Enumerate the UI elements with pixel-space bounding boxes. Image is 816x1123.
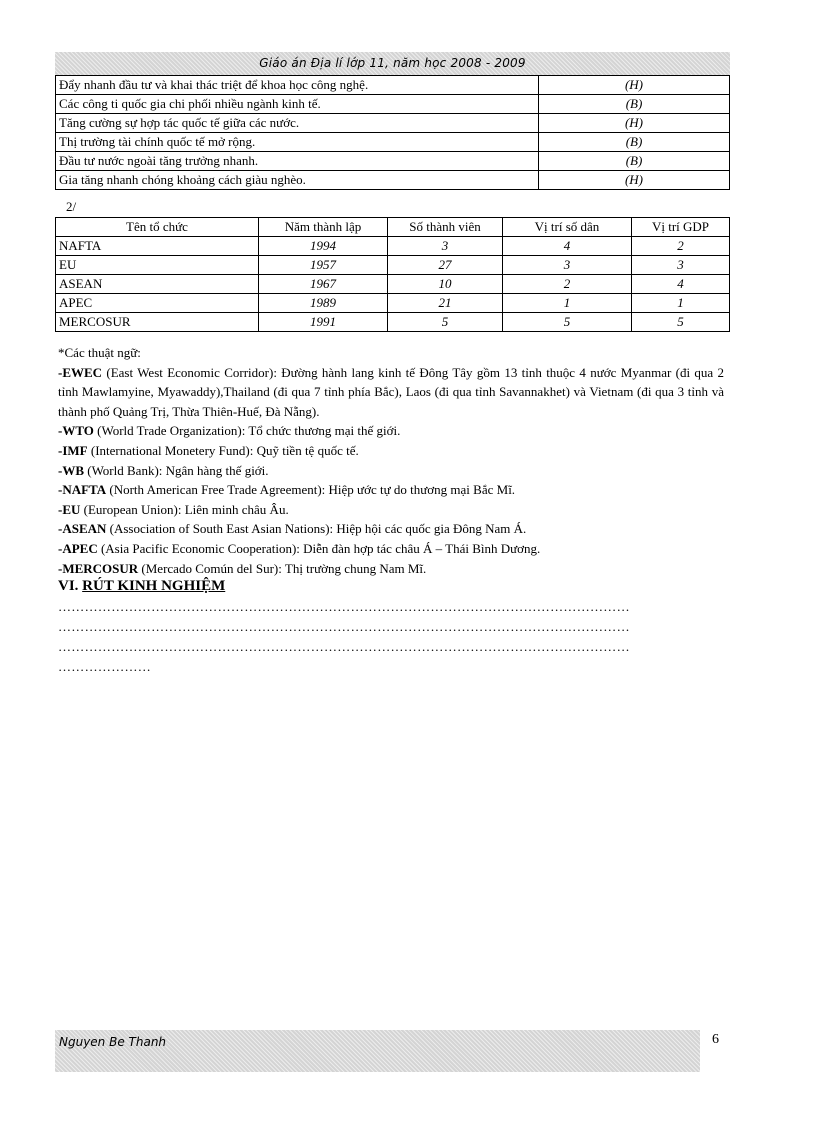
globalization-table	[55, 75, 730, 190]
term-abbr: -WTO	[58, 423, 94, 439]
term-definition: (Asia Pacific Economic Cooperation): Diễn đàn hợp tác châu Á – Thái Bình Dương.	[97, 540, 541, 556]
statement-cell: Tăng cường sự hợp tác quốc tế giữa các nước.	[56, 114, 539, 133]
code-cell: (B)	[539, 133, 730, 152]
value-cell: 3	[388, 237, 503, 256]
term-item	[58, 441, 724, 461]
dotted-line: …………………………………………………………………………………………………………………	[58, 619, 630, 634]
section-title: RÚT KINH NGHIỆM	[82, 578, 226, 594]
term-abbr: -MERCOSUR	[58, 560, 139, 576]
value-cell: 2	[632, 237, 730, 256]
value-cell: 1	[503, 294, 632, 313]
section-number: VI.	[58, 578, 79, 594]
code-cell: (B)	[539, 95, 730, 114]
statement-cell: Đẩy nhanh đầu tư và khai thác triệt để khoa học công nghệ.	[56, 76, 539, 95]
value-cell: 1994	[259, 237, 388, 256]
table-row	[56, 171, 730, 190]
term-item	[58, 519, 724, 539]
page-number: 6	[712, 1032, 719, 1047]
term-abbr: -EU	[58, 501, 81, 517]
section-2-label: 2/	[66, 199, 77, 214]
table-row	[56, 114, 730, 133]
value-cell: 1	[632, 294, 730, 313]
statement-cell: Các công ti quốc gia chi phối nhiều ngành kinh tế.	[56, 95, 539, 114]
table-header-row	[56, 218, 730, 237]
org-name-cell: NAFTA	[56, 237, 259, 256]
term-item	[58, 559, 724, 579]
code-cell: (H)	[539, 76, 730, 95]
value-cell: 10	[388, 275, 503, 294]
value-cell: 4	[632, 275, 730, 294]
value-cell: 3	[503, 256, 632, 275]
term-definition: (North American Free Trade Agreement): Hiệp ước tự do thương mại Bắc Mĩ.	[106, 482, 516, 498]
table-row	[56, 133, 730, 152]
term-definition: (East West Economic Corridor): Đường hành lang kinh tế Đông Tây gồm 13 tỉnh thuộc 4 nước Myanmar (đi qua 2 tỉnh Mawlamyine, Myawaddy),Thailand (đi qua 7 tỉnh phía Bắc), Laos (đi qua tỉnh Savannakhet) và Vietnam (đi qua 3 tỉnh và thành phố Quảng Trị, Thừa Thiên-Huế, Đà Nẵng).	[58, 364, 724, 419]
statement-cell: Thị trường tài chính quốc tế mở rộng.	[56, 133, 539, 152]
term-abbr: -ASEAN	[58, 521, 107, 537]
org-name-cell: MERCOSUR	[56, 313, 259, 332]
table-row	[56, 152, 730, 171]
value-cell: 4	[503, 237, 632, 256]
org-name-cell: ASEAN	[56, 275, 259, 294]
column-header: Năm thành lập	[259, 218, 388, 237]
value-cell: 1957	[259, 256, 388, 275]
code-cell: (B)	[539, 152, 730, 171]
value-cell: 5	[632, 313, 730, 332]
column-header: Vị trí số dân	[503, 218, 632, 237]
code-cell: (H)	[539, 171, 730, 190]
header-title: Giáo án Địa lí lớp 11, năm học 2008 - 2009	[259, 56, 526, 70]
column-header: Tên tổ chức	[56, 218, 259, 237]
term-definition: (World Bank): Ngân hàng thế giới.	[84, 462, 269, 478]
term-item	[58, 421, 724, 441]
term-item	[58, 363, 724, 422]
value-cell: 27	[388, 256, 503, 275]
value-cell: 5	[503, 313, 632, 332]
term-definition: (Association of South East Asian Nations): Hiệp hội các quốc gia Đông Nam Á.	[106, 521, 527, 537]
term-definition: (World Trade Organization): Tổ chức thương mại thế giới.	[93, 423, 401, 439]
dotted-line: …………………	[58, 659, 152, 674]
footer-band	[55, 1030, 700, 1072]
column-header: Vị trí GDP	[632, 218, 730, 237]
footer-author: Nguyen Be Thanh	[59, 1035, 167, 1049]
term-abbr: -APEC	[58, 540, 98, 556]
dotted-line: …………………………………………………………………………………………………………………	[58, 639, 630, 654]
term-item	[58, 480, 724, 500]
table-row	[56, 237, 730, 256]
value-cell: 21	[388, 294, 503, 313]
header-band	[55, 52, 730, 75]
value-cell: 3	[632, 256, 730, 275]
term-item	[58, 500, 724, 520]
terms-block	[58, 343, 724, 578]
table-row	[56, 76, 730, 95]
organizations-table	[55, 217, 730, 332]
terms-intro: *Các thuật ngữ:	[58, 345, 141, 360]
column-header: Số thành viên	[388, 218, 503, 237]
term-item	[58, 539, 724, 559]
table-row	[56, 275, 730, 294]
value-cell: 1967	[259, 275, 388, 294]
statement-cell: Gia tăng nhanh chóng khoảng cách giàu nghèo.	[56, 171, 539, 190]
value-cell: 5	[388, 313, 503, 332]
term-definition: (Mercado Común del Sur): Thị trường chung Nam Mĩ.	[138, 560, 427, 576]
term-definition: (European Union): Liên minh châu Âu.	[80, 501, 289, 517]
org-name-cell: EU	[56, 256, 259, 275]
value-cell: 1989	[259, 294, 388, 313]
org-name-cell: APEC	[56, 294, 259, 313]
term-definition: (International Monetery Fund): Quỹ tiền tệ quốc tế.	[87, 442, 359, 458]
term-abbr: -NAFTA	[58, 482, 107, 498]
term-abbr: -EWEC	[58, 364, 103, 380]
table-row	[56, 294, 730, 313]
value-cell: 1991	[259, 313, 388, 332]
value-cell: 2	[503, 275, 632, 294]
table-row	[56, 313, 730, 332]
term-abbr: -WB	[58, 462, 84, 478]
term-abbr: -IMF	[58, 442, 88, 458]
table-row	[56, 256, 730, 275]
table-row	[56, 95, 730, 114]
statement-cell: Đầu tư nước ngoài tăng trưởng nhanh.	[56, 152, 539, 171]
dotted-line: …………………………………………………………………………………………………………………	[58, 599, 630, 614]
term-item	[58, 461, 724, 481]
section-heading	[58, 578, 225, 595]
code-cell: (H)	[539, 114, 730, 133]
